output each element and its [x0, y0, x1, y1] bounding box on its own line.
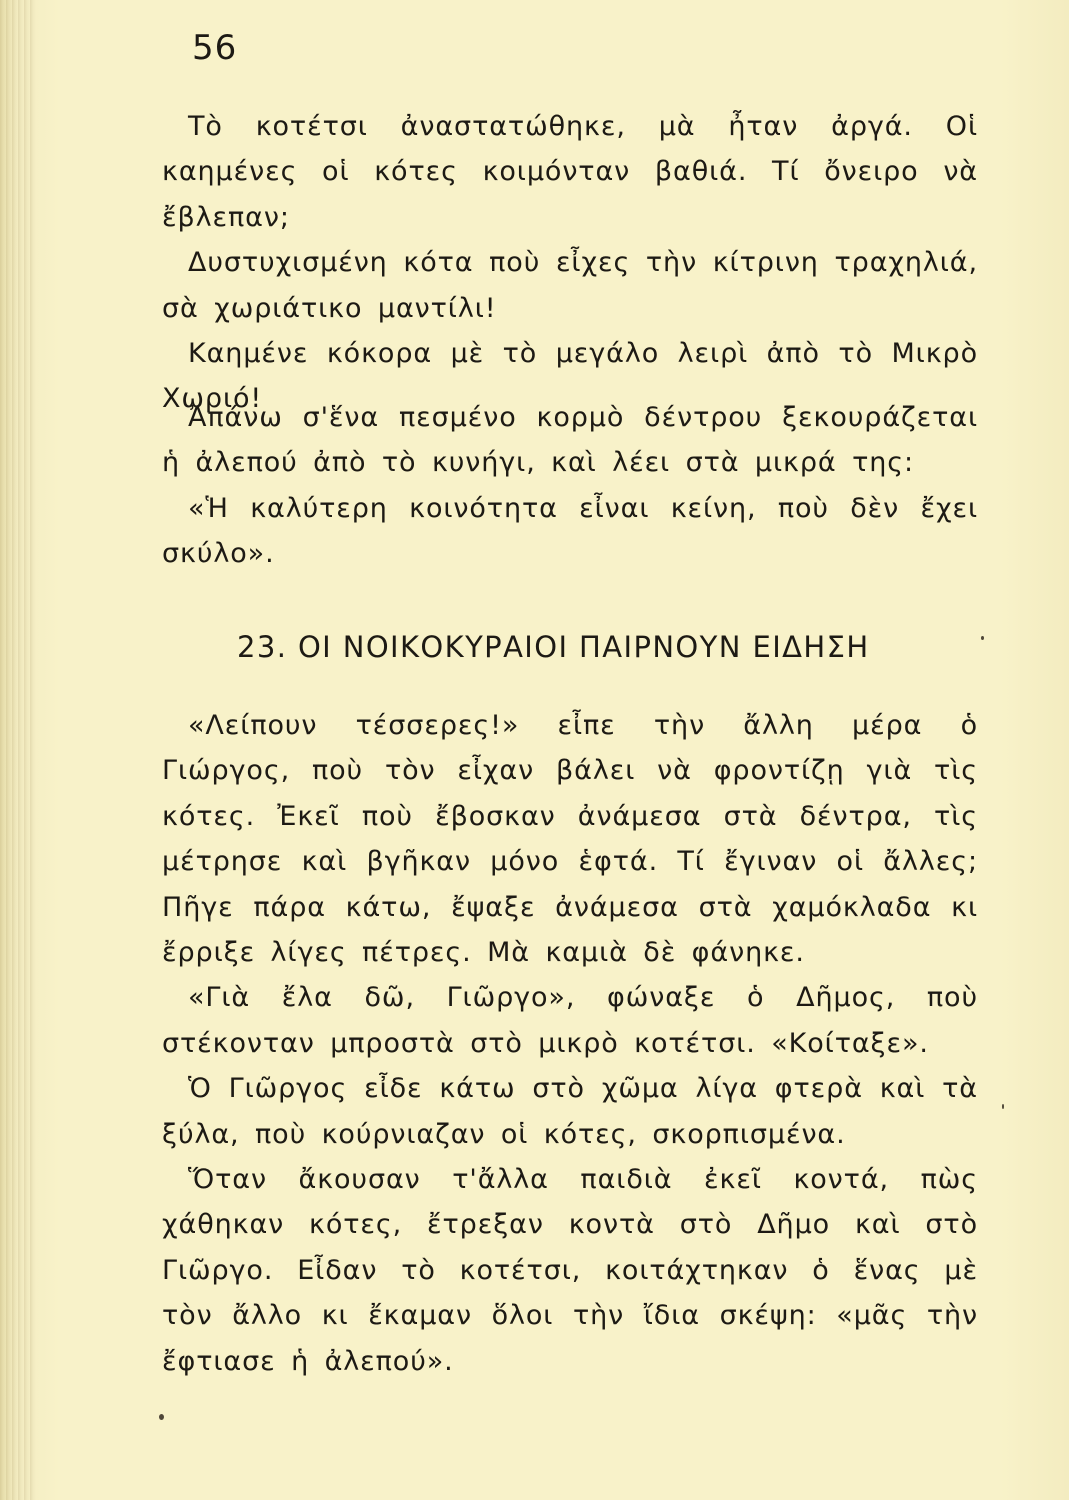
ink-speck: [981, 636, 984, 640]
paragraph: Τὸ κοτέτσι ἀναστατώθηκε, μὰ ἦταν ἀργά. Οἱ καημένες οἱ κότες κοιμόνταν βαθιά. Τί ὄνειρο νὰ ἔβλεπαν;: [162, 111, 978, 233]
paragraph: «Ἡ καλύτερη κοινότητα εἶναι κείνη, ποὺ δὲν ἔχει σκύλο».: [162, 492, 978, 570]
chapter-title: 23. ΟΙ ΝΟΙΚΟΚΥΡΑΙΟΙ ΠΑΙΡΝΟΥΝ ΕΙΔΗΣΗ: [237, 630, 870, 664]
text-section-2: [162, 395, 978, 577]
page-number: 56: [192, 28, 238, 68]
paragraph: Ὅταν ἄκουσαν τ'ἄλλα παιδιὰ ἐκεῖ κοντά, πὼς χάθηκαν κότες, ἔτρεξαν κοντὰ στὸ Δῆμο καὶ στὸ Γιῶργο. Εἶδαν τὸ κοτέτσι, κοιτάχτηκαν ὁ ἕνας μὲ τὸν ἄλλο κι ἔκαμαν ὅλοι τὴν ἴδια σκέψη: «μᾶς τὴν ἔφτιασε ἡ ἀλεπού».: [162, 1164, 978, 1377]
paragraph: Ἀπάνω σ'ἕνα πεσμένο κορμὸ δέντρου ξεκουράζεται ἡ ἀλεπού ἀπὸ τὸ κυνήγι, καὶ λέει στὰ μικρά της:: [162, 402, 978, 479]
ink-speck: [1002, 1104, 1004, 1109]
ink-speck: [159, 1414, 164, 1420]
paragraph: Καημένε κόκορα μὲ τὸ μεγάλο λειρὶ ἀπὸ τὸ Μικρὸ Χωριό!: [162, 338, 978, 415]
paragraph: «Λείπουν τέσσερες!» εἶπε τὴν ἄλλη μέρα ὁ Γιώργος, ποὺ τὸν εἶχαν βάλει νὰ φροντίζῃ γιὰ τὶς κότες. Ἐκεῖ ποὺ ἔβοσκαν ἀνάμεσα στὰ δέντρα, τὶς μέτρησε καὶ βγῆκαν μόνο ἑφτά. Τί ἔγιναν οἱ ἄλλες; Πῆγε πάρα κάτω, ἔψαξε ἀνάμεσα στὰ χαμόκλαδα κι ἔρριξε λίγες πέτρες. Μὰ καμιὰ δὲ φάνηκε.: [162, 710, 978, 969]
text-section-3: [162, 703, 978, 1384]
paragraph: Δυστυχισμένη κότα ποὺ εἶχες τὴν κίτρινη τραχηλιά, σὰ χωριάτικο μαντίλι!: [162, 247, 978, 324]
paragraph: «Γιὰ ἔλα δῶ, Γιῶργο», φώναξε ὁ Δῆμος, ποὺ στέκονταν μπροστὰ στὸ μικρὸ κοτέτσι. «Κοίταξε».: [162, 982, 978, 1059]
page-edge: [0, 0, 36, 1500]
text-section-1: [162, 104, 978, 422]
paragraph: Ὁ Γιῶργος εἶδε κάτω στὸ χῶμα λίγα φτερὰ καὶ τὰ ξύλα, ποὺ κούρνιαζαν οἱ κότες, σκορπισμένα.: [162, 1073, 978, 1150]
